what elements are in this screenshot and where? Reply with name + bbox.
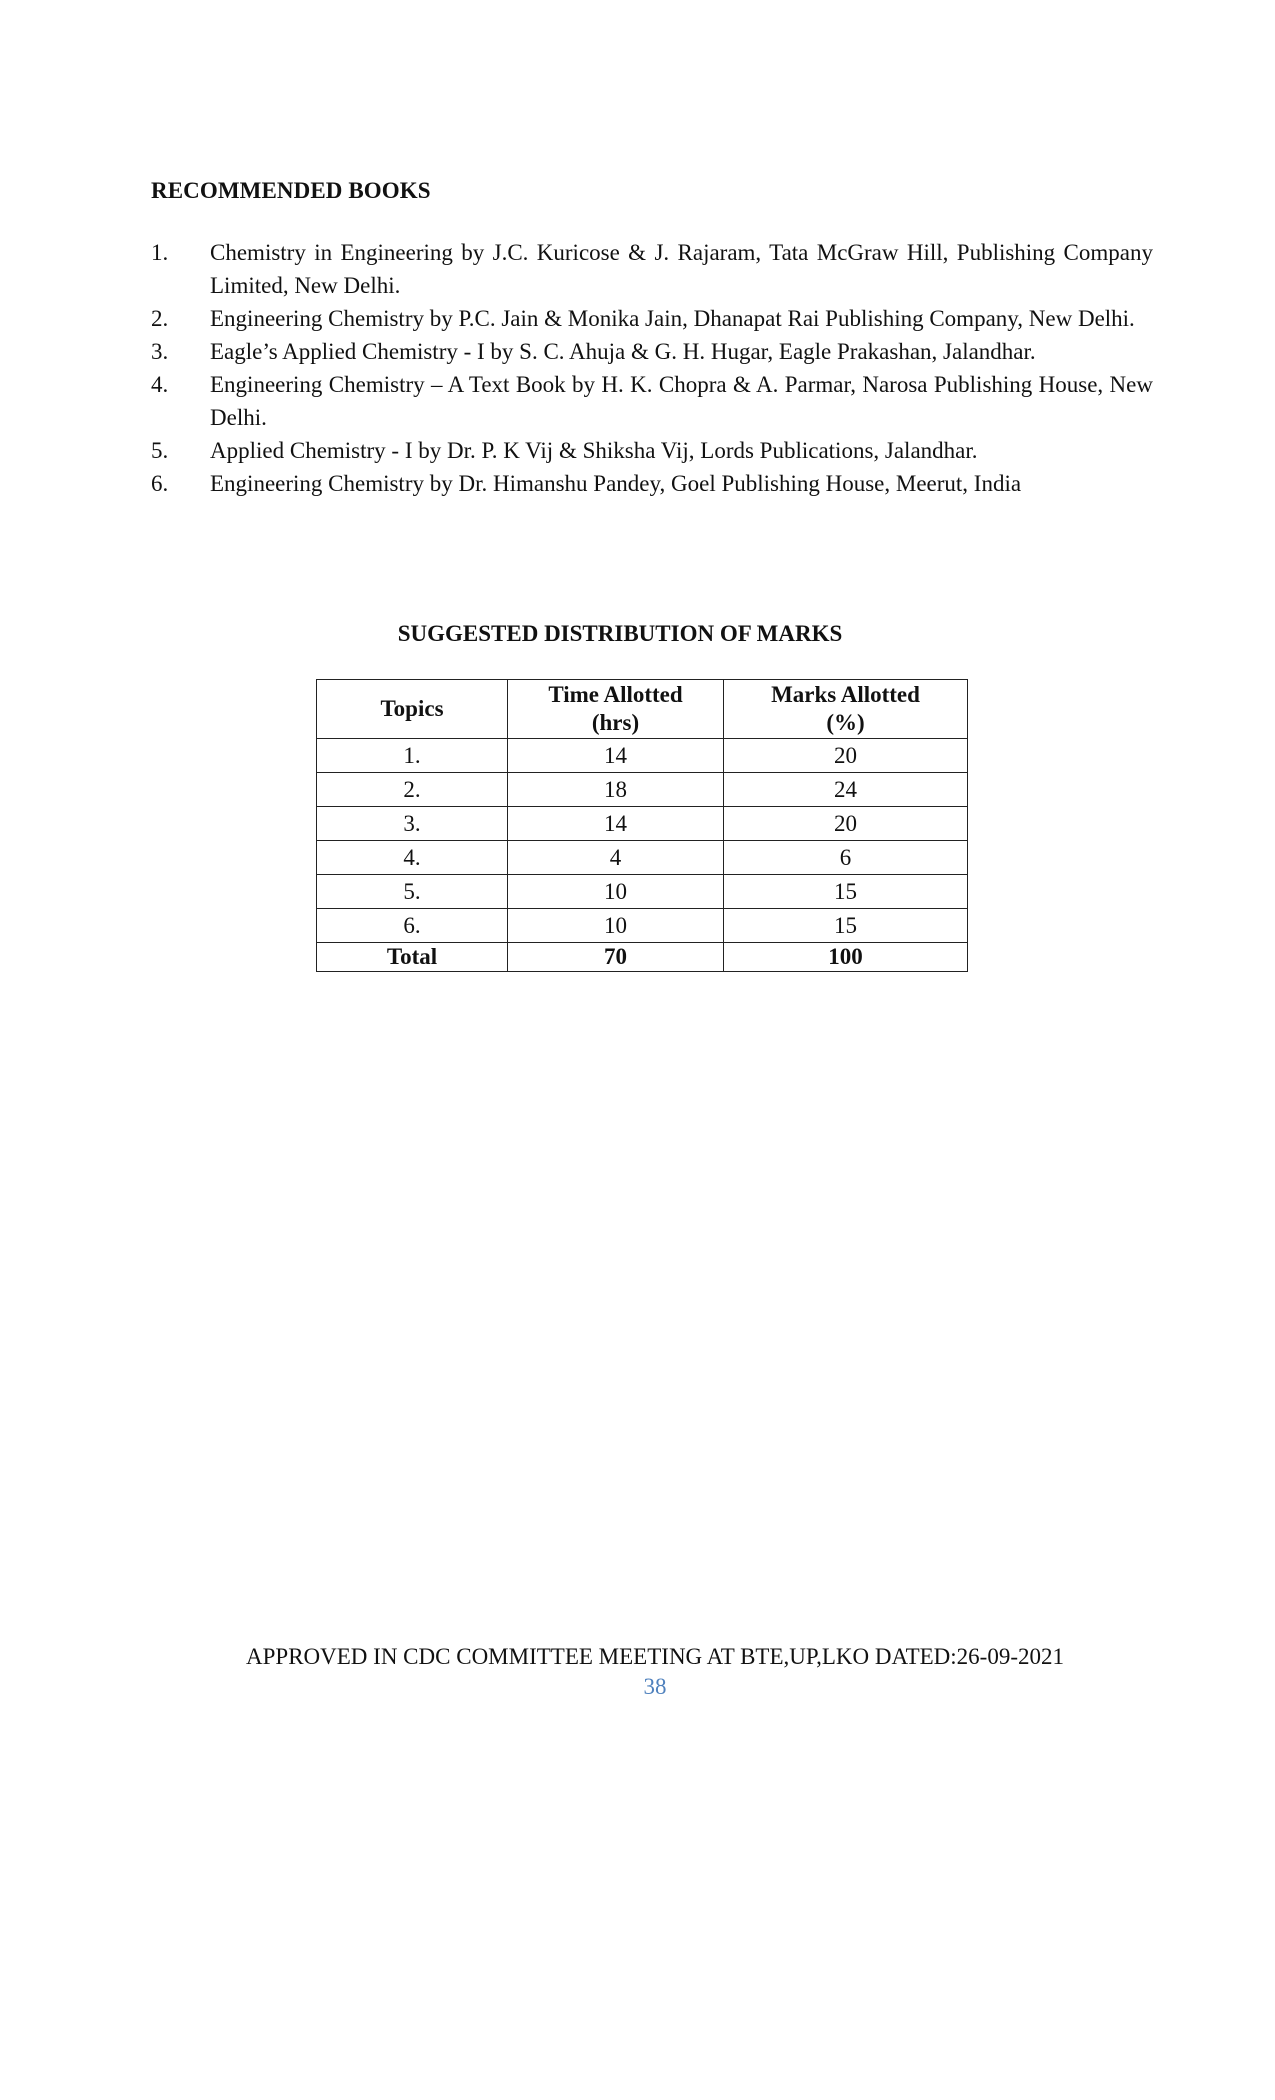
total-time-cell: 70 bbox=[508, 943, 724, 972]
marks-cell: 15 bbox=[724, 909, 968, 943]
header-marks-allotted: Marks Allotted (%) bbox=[724, 680, 968, 739]
table-total-row bbox=[317, 943, 968, 972]
marks-cell: 6 bbox=[724, 841, 968, 875]
time-cell: 14 bbox=[508, 807, 724, 841]
marks-cell: 20 bbox=[724, 739, 968, 773]
book-text: Engineering Chemistry by Dr. Himanshu Pandey, Goel Publishing House, Meerut, India bbox=[210, 471, 1022, 496]
table-row bbox=[317, 875, 968, 909]
table-row bbox=[317, 773, 968, 807]
marks-cell: 24 bbox=[724, 773, 968, 807]
time-cell: 10 bbox=[508, 909, 724, 943]
header-topics: Topics bbox=[317, 680, 508, 739]
topic-cell: 6. bbox=[317, 909, 508, 943]
book-text: Chemistry in Engineering by J.C. Kuricose & J. Rajaram, Tata McGraw Hill, Publishing Company Limited, New Delhi. bbox=[210, 240, 1153, 298]
topic-cell: 5. bbox=[317, 875, 508, 909]
page-number: 38 bbox=[643, 1674, 667, 1699]
book-item bbox=[151, 335, 1153, 368]
marks-distribution-title: SUGGESTED DISTRIBUTION OF MARKS bbox=[397, 621, 843, 646]
table-header-row bbox=[317, 680, 968, 739]
book-item bbox=[151, 302, 1153, 335]
book-number: 6. bbox=[151, 471, 169, 496]
book-item bbox=[151, 434, 1153, 467]
book-number: 3. bbox=[151, 339, 169, 364]
recommended-books-heading: RECOMMENDED BOOKS bbox=[151, 178, 431, 203]
book-text: Engineering Chemistry by P.C. Jain & Monika Jain, Dhanapat Rai Publishing Company, New Delhi. bbox=[210, 306, 1135, 331]
book-number: 2. bbox=[151, 306, 169, 331]
book-number: 5. bbox=[151, 438, 169, 463]
book-text: Eagle’s Applied Chemistry - I by S. C. Ahuja & G. H. Hugar, Eagle Prakashan, Jalandhar. bbox=[210, 339, 1036, 364]
header-time-allotted: Time Allotted (hrs) bbox=[508, 680, 724, 739]
topic-cell: 2. bbox=[317, 773, 508, 807]
time-cell: 4 bbox=[508, 841, 724, 875]
book-text: Engineering Chemistry – A Text Book by H. K. Chopra & A. Parmar, Narosa Publishing House, New Delhi. bbox=[210, 372, 1153, 430]
total-label-cell: Total bbox=[317, 943, 508, 972]
book-item bbox=[151, 368, 1153, 434]
total-marks-cell: 100 bbox=[724, 943, 968, 972]
table-row bbox=[317, 909, 968, 943]
topic-cell: 1. bbox=[317, 739, 508, 773]
book-item bbox=[151, 467, 1153, 500]
topic-cell: 4. bbox=[317, 841, 508, 875]
marks-distribution-table bbox=[316, 679, 968, 972]
table-row bbox=[317, 739, 968, 773]
book-text: Applied Chemistry - I by Dr. P. K Vij & Shiksha Vij, Lords Publications, Jalandhar. bbox=[210, 438, 978, 463]
marks-cell: 20 bbox=[724, 807, 968, 841]
table-row bbox=[317, 841, 968, 875]
marks-cell: 15 bbox=[724, 875, 968, 909]
time-cell: 18 bbox=[508, 773, 724, 807]
approval-footer: APPROVED IN CDC COMMITTEE MEETING AT BTE,UP,LKO DATED:26-09-2021 bbox=[246, 1644, 1064, 1669]
time-cell: 14 bbox=[508, 739, 724, 773]
book-number: 1. bbox=[151, 240, 169, 265]
time-cell: 10 bbox=[508, 875, 724, 909]
book-item bbox=[151, 236, 1153, 302]
recommended-books-list bbox=[151, 236, 1153, 500]
topic-cell: 3. bbox=[317, 807, 508, 841]
book-number: 4. bbox=[151, 372, 169, 397]
table-row bbox=[317, 807, 968, 841]
